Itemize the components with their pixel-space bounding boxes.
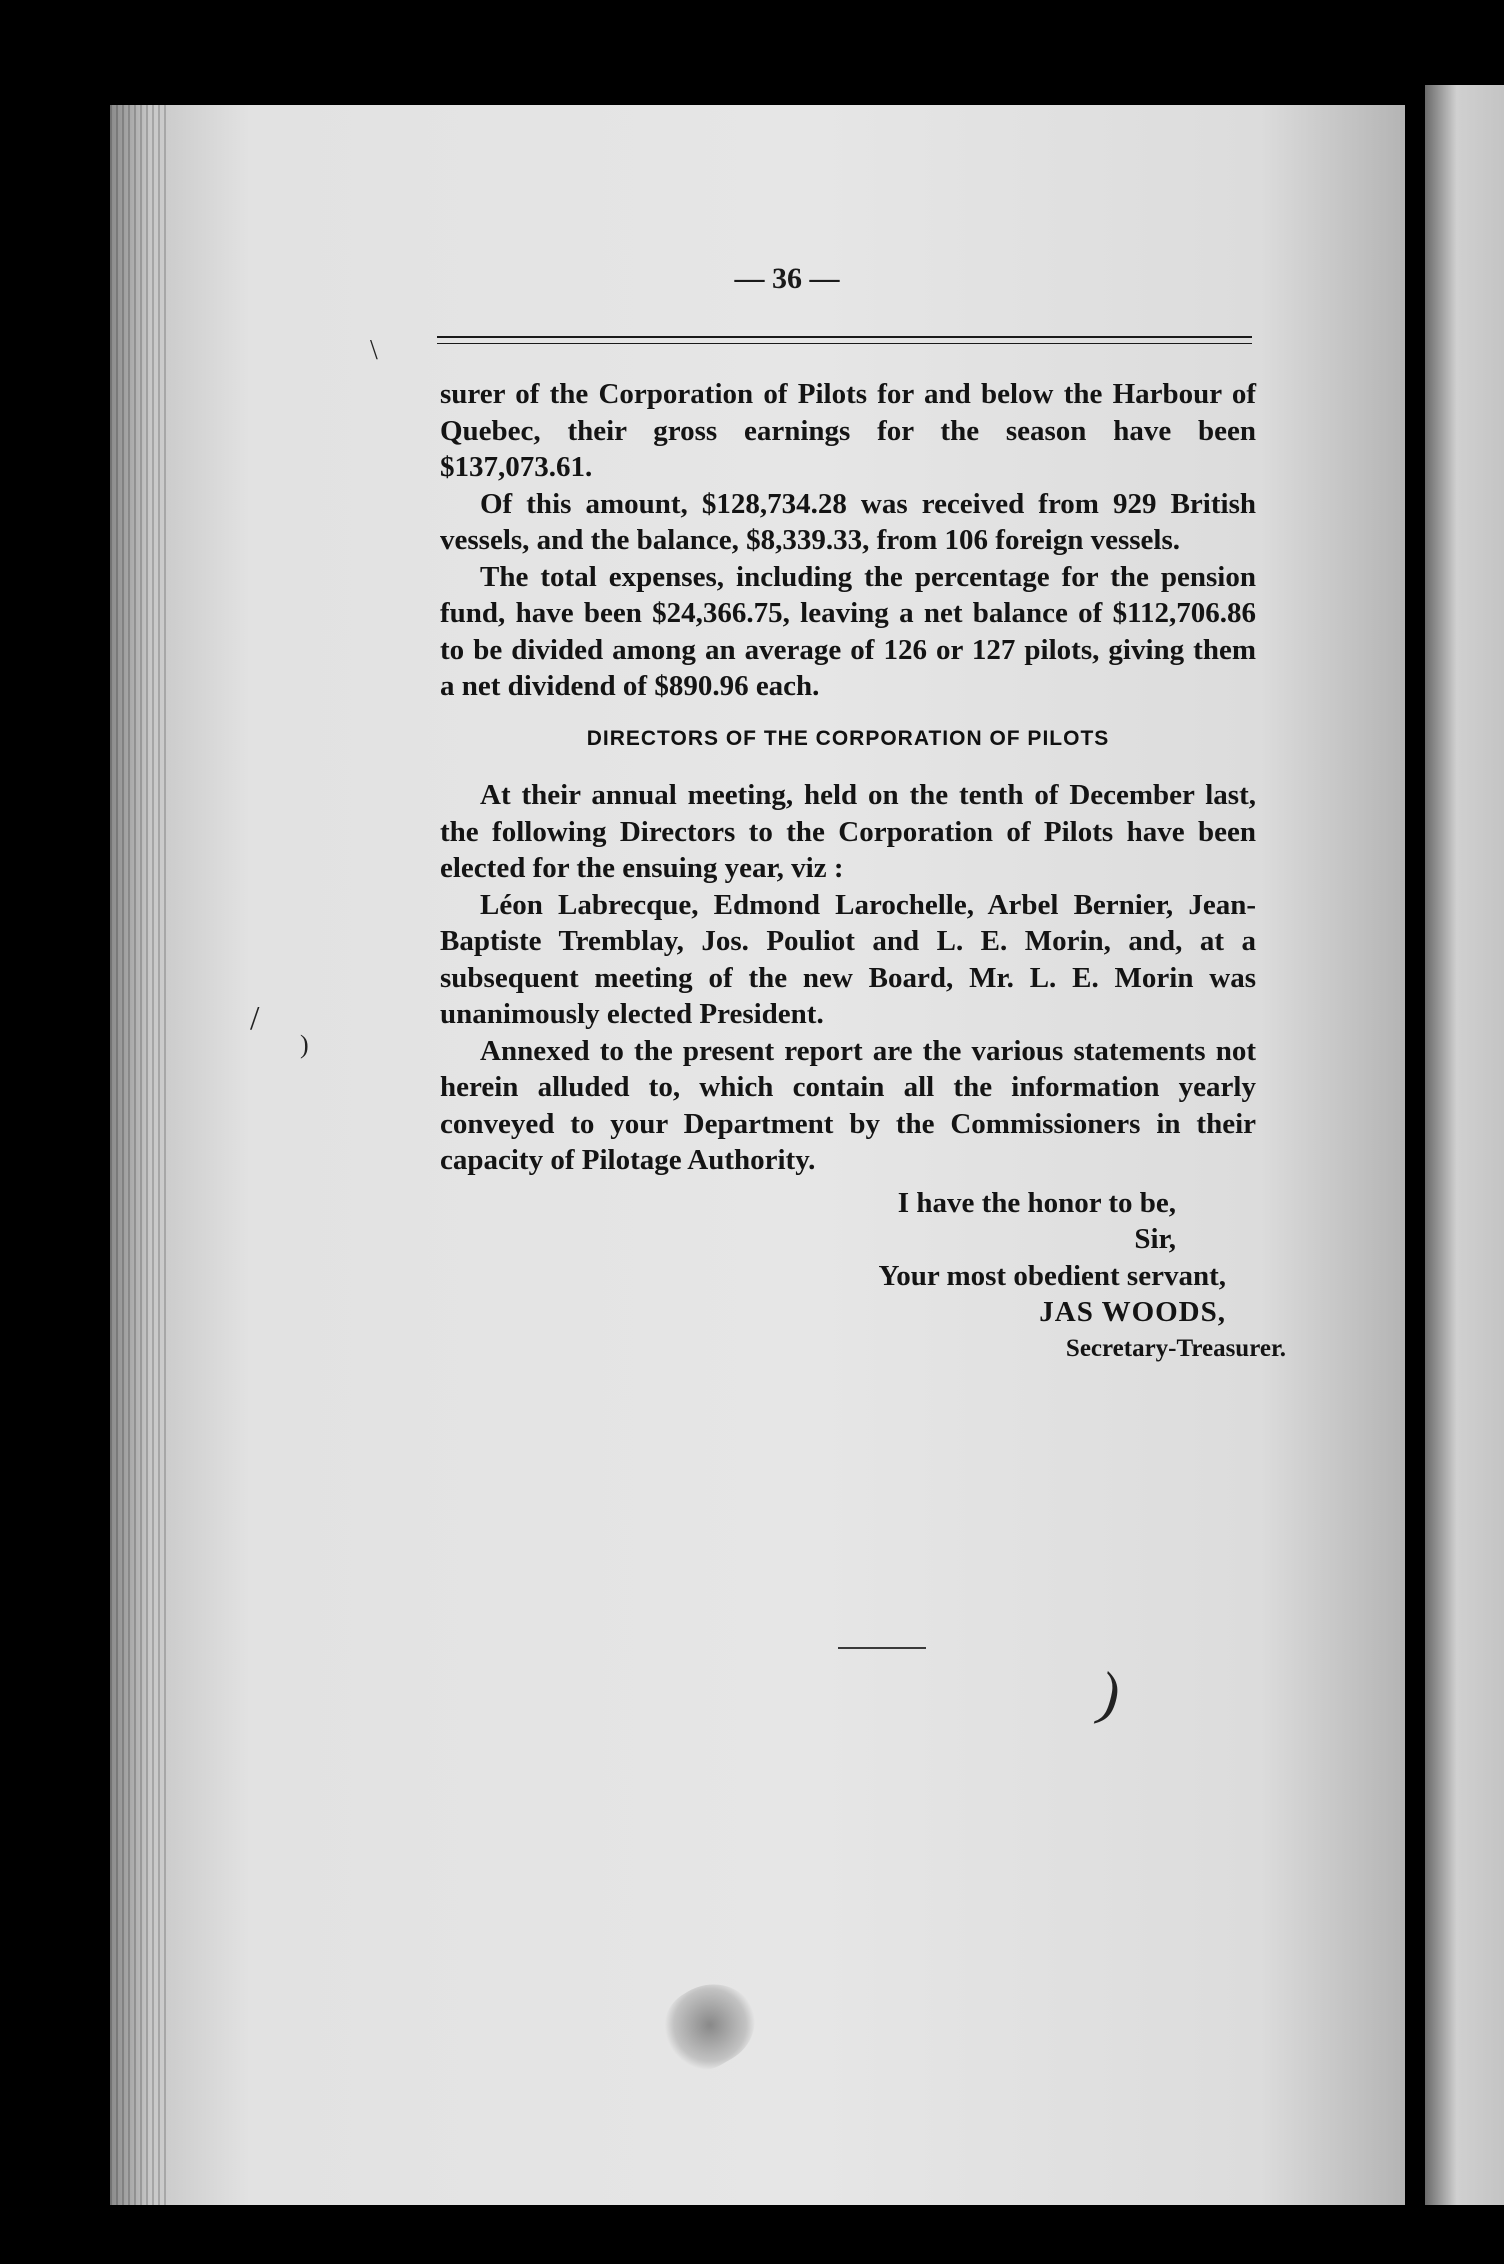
paragraph-earnings: surer of the Corporation of Pilots for and below the Harbour of Quebec, their gross earnings for the season have been $137,073.61. <box>440 378 1256 483</box>
header-rule-thin <box>437 343 1252 344</box>
closing-obedient: Your most obedient servant, <box>878 1259 1226 1292</box>
section-heading: DIRECTORS OF THE CORPORATION OF PILOTS <box>586 726 1110 750</box>
section-end-rule <box>838 1647 926 1649</box>
ink-stain <box>651 1968 769 2082</box>
header-rule-thick <box>437 336 1252 338</box>
signer-title: Secretary-Treasurer. <box>1065 1334 1286 1362</box>
signer-name: JAS WOODS, <box>1039 1296 1226 1328</box>
closing-honor: I have the honor to be, <box>897 1186 1176 1219</box>
paragraph-meeting: At their annual meeting, held on the tenth of December last, the following Directors to the Corporation of Pilots have been elected for the ensuing year, viz : <box>440 779 1256 884</box>
closing-salutation: Sir, <box>1134 1223 1176 1255</box>
page-number-text: — 36 — <box>734 262 840 295</box>
paragraph-vessels: Of this amount, $128,734.28 was received from 929 British vessels, and the balance, $8,339.33, from 106 foreign vessels. <box>440 487 1256 556</box>
pencil-mark: ) <box>1091 1659 1129 1729</box>
body-text <box>440 376 1286 1367</box>
paragraph-annexed: Annexed to the present report are the various statements not herein alluded to, which contain all the information yearly conveyed to your Department by the Commissioners in their capacity of Pilotage Authority. <box>440 1034 1256 1176</box>
paragraph-expenses: The total expenses, including the percentage for the pension fund, have been $24,366.75, leaving a net balance of $112,706.86 to be divided among an average of 126 or 127 pilots, giving them a net dividend of $890.96 each. <box>440 560 1256 702</box>
page-number <box>0 262 1504 296</box>
margin-mark: ) <box>300 1030 309 1059</box>
paragraph-directors: Léon Labrecque, Edmond Larochelle, Arbel Bernier, Jean-Baptiste Tremblay, Jos. Pouliot and L. E. Morin, and, at a subsequent meeting of the new Board, Mr. L. E. Morin was unanimously elected President. <box>440 888 1256 1030</box>
margin-mark: / <box>250 1000 260 1037</box>
margin-mark: \ <box>370 335 378 366</box>
adjacent-page-edge <box>1425 85 1504 2205</box>
